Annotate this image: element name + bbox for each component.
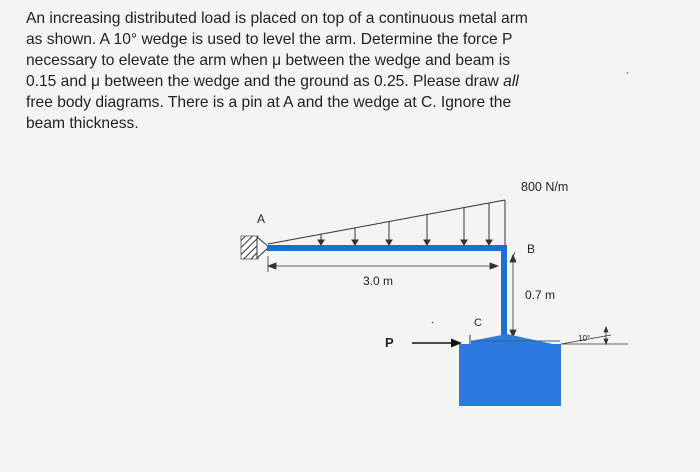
span-dim-arrow-right [490, 263, 498, 269]
height-label: 0.7 m [525, 288, 556, 302]
problem-line-3: necessary to elevate the arm when μ between the wedge and beam is [26, 52, 511, 69]
span-dimension [268, 256, 498, 272]
distributed-load [268, 200, 505, 246]
problem-line-6: beam thickness. [26, 115, 139, 132]
load-arrowhead [424, 240, 430, 245]
height-dimension [510, 255, 516, 337]
load-arrowhead [486, 240, 492, 245]
problem-line-5: free body diagrams. There is a pin at A and the wedge at C. Ignore the [26, 94, 512, 111]
problem-line-1: An increasing distributed load is placed on top of a continuous metal arm [26, 10, 528, 27]
point-a-label: A [257, 212, 266, 226]
stray-mark [627, 72, 628, 74]
height-dim-arrow-top [510, 255, 516, 262]
c-tick-mark [432, 322, 433, 323]
beam-vertical [501, 245, 507, 335]
point-b-label: B [527, 242, 536, 256]
load-label: 800 N/m [521, 180, 569, 194]
emphasis-all: all [503, 73, 519, 90]
load-slope-line [268, 200, 505, 244]
angle-dim-arrow-top [604, 327, 608, 332]
beam-horizontal [267, 245, 507, 251]
load-arrowhead [318, 240, 324, 245]
span-dim-arrow-left [268, 263, 276, 269]
problem-line-2: as shown. A 10° wedge is used to level the arm. Determine the force P [26, 31, 513, 48]
span-label: 3.0 m [363, 274, 394, 288]
angle-dim-arrow-bottom [604, 339, 608, 344]
point-c-label: C [474, 317, 482, 329]
pin-support-hatch [241, 236, 258, 259]
load-arrowhead [352, 240, 358, 245]
ground-block [459, 344, 561, 406]
load-arrowhead [461, 240, 467, 245]
problem-line-4-text: 0.15 and μ between the wedge and the ground as 0.25. Please draw [26, 73, 504, 90]
force-p-label: P [385, 335, 394, 350]
load-arrowhead [386, 240, 392, 245]
angle-label: 10° [578, 334, 591, 343]
